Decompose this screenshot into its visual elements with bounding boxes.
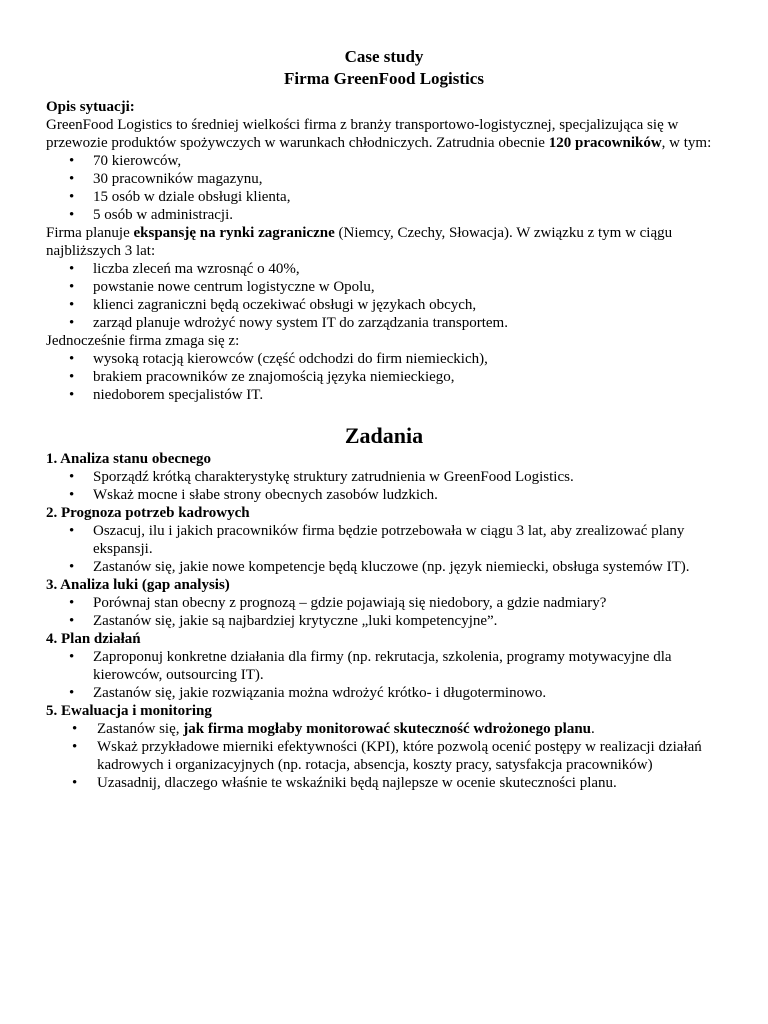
task-2-title: 2. Prognoza potrzeb kadrowych (46, 505, 250, 521)
t5-item1-bold: jak firma mogłaby monitorować skuteczność wdrożonego planu (183, 721, 592, 737)
list-item: • Porównaj stan obecny z prognozą – gdzie pojawiają się niedobory, a gdzie nadmiary? (93, 594, 722, 612)
problems-list (46, 350, 722, 404)
task-5-list (46, 720, 722, 792)
title-line-2: Firma GreenFood Logistics (284, 69, 484, 88)
list-item: • niedoborem specjalistów IT. (93, 386, 722, 404)
list-item: • Wskaż mocne i słabe strony obecnych zasobów ludzkich. (93, 486, 722, 504)
intro-end: , w tym: (661, 135, 712, 151)
plans-list (46, 260, 722, 332)
task-1-list (46, 468, 722, 504)
t5-item1-end: . (591, 721, 595, 737)
expansion-paragraph (46, 224, 722, 260)
intro-text: GreenFood Logistics to średniej wielkości firma z branży transportowo-logistycznej, specjalizująca się w przewozie produktów spożywczych w warunkach chłodniczych. Zatrudnia obecnie (46, 117, 679, 151)
list-item: • Zastanów się, jakie rozwiązania można wdrożyć krótko- i długoterminowo. (93, 684, 722, 702)
list-item: • klienci zagraniczni będą oczekiwać obsługi w językach obcych, (93, 296, 722, 314)
task-4-list (46, 648, 722, 702)
tasks-heading: Zadania (344, 423, 424, 448)
staff-list (46, 152, 722, 224)
task-3-list (46, 594, 722, 630)
t5-item1-text: Zastanów się, (97, 721, 184, 737)
title-line-1: Case study (344, 47, 424, 66)
list-item (97, 720, 722, 738)
situation-intro (46, 116, 722, 152)
list-item: • brakiem pracowników ze znajomością języka niemieckiego, (93, 368, 722, 386)
task-1-title: 1. Analiza stanu obecnego (46, 451, 212, 467)
task-5-title: 5. Ewaluacja i monitoring (46, 703, 212, 719)
list-item: • Zaproponuj konkretne działania dla firmy (np. rekrutacja, szkolenia, programy motywacyjne dla kierowców, outsourcing IT). (93, 648, 722, 684)
problems-intro: Jednocześnie firma zmaga się z: (46, 333, 240, 349)
plan-end: (Niemcy, Czechy, Słowacja). W związku z tym w ciągu najbliższych 3 lat: (46, 225, 673, 259)
list-item: • Oszacuj, ilu i jakich pracowników firma będzie potrzebowała w ciągu 3 lat, aby zrealizować plany ekspansji. (93, 522, 722, 558)
plan-bold: ekspansję na rynki zagraniczne (133, 225, 335, 241)
situation-label: Opis sytuacji: (46, 99, 135, 115)
tasks-section (46, 450, 722, 792)
list-item: • 30 pracowników magazynu, (93, 170, 722, 188)
plan-text: Firma planuje (46, 225, 134, 241)
list-item: • powstanie nowe centrum logistyczne w Opolu, (93, 278, 722, 296)
list-item: • wysoką rotacją kierowców (część odchodzi do firm niemieckich), (93, 350, 722, 368)
list-item: • 15 osób w dziale obsługi klienta, (93, 188, 722, 206)
task-3-title: 3. Analiza luki (gap analysis) (46, 577, 230, 593)
list-item: • liczba zleceń ma wzrosnąć o 40%, (93, 260, 722, 278)
list-item: • Sporządź krótką charakterystykę struktury zatrudnienia w GreenFood Logistics. (93, 468, 722, 486)
list-item: • Zastanów się, jakie są najbardziej krytyczne „luki kompetencyjne”. (93, 612, 722, 630)
list-item: • 5 osób w administracji. (93, 206, 722, 224)
document-title (46, 46, 722, 90)
list-item: • Zastanów się, jakie nowe kompetencje będą kluczowe (np. język niemiecki, obsługa systemów IT). (93, 558, 722, 576)
list-item: • 70 kierowców, (93, 152, 722, 170)
situation-section (46, 98, 722, 404)
list-item: • zarząd planuje wdrożyć nowy system IT do zarządzania transportem. (93, 314, 722, 332)
task-4-title: 4. Plan działań (46, 631, 141, 647)
task-2-list (46, 522, 722, 576)
list-item: • Uzasadnij, dlaczego właśnie te wskaźniki będą najlepsze w ocenie skuteczności planu. (97, 774, 722, 792)
list-item: • Wskaż przykładowe mierniki efektywności (KPI), które pozwolą ocenić postępy w realizacji działań kadrowych i organizacyjnych (np. rotacja, absencja, koszty pracy, satysfakcja pracowników) (97, 738, 722, 774)
intro-bold: 120 pracowników (548, 135, 662, 151)
